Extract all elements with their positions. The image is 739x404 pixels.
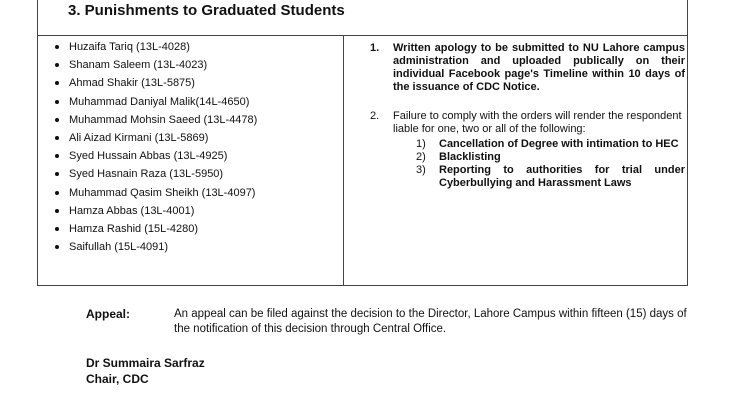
list-item <box>52 93 257 111</box>
signatory-name: Dr Summaira Sarfraz <box>86 356 205 370</box>
student-list <box>52 38 257 256</box>
list-item <box>52 129 257 147</box>
student-name: Muhammad Qasim Sheikh (13L-4097) <box>69 186 256 199</box>
bullet-icon <box>55 209 59 213</box>
punishment-table <box>37 0 688 286</box>
sub-number: 3) <box>416 164 426 176</box>
student-name: Hamza Abbas (13L-4001) <box>69 204 195 217</box>
student-name: Syed Hussain Abbas (13L-4925) <box>69 150 228 163</box>
signature-block <box>86 355 205 387</box>
list-item <box>52 165 257 183</box>
list-item <box>52 111 257 129</box>
student-name: Saifullah (15L-4091) <box>69 241 169 254</box>
list-item <box>52 147 257 165</box>
bullet-icon <box>55 81 59 85</box>
order-text: Failure to comply with the orders will render the respondent liable for one, two or all of the following: <box>393 110 682 135</box>
list-item <box>52 238 257 256</box>
list-item <box>52 184 257 202</box>
list-item <box>52 220 257 238</box>
bullet-icon <box>55 154 59 158</box>
section-title: 3. Punishments to Graduated Students <box>68 2 345 19</box>
student-name: Shanam Saleem (13L-4023) <box>69 59 208 72</box>
bullet-icon <box>55 227 59 231</box>
consequence-list <box>393 138 685 190</box>
table-header <box>38 0 687 36</box>
student-name: Syed Hasnain Raza (13L-5950) <box>69 168 224 181</box>
appeal-text: An appeal can be filed against the decision to the Director, Lahore Campus within fifteen (15) days of the notification of this decision through Central Office. <box>174 308 687 335</box>
list-item <box>52 56 257 74</box>
bullet-icon <box>55 100 59 104</box>
student-name: Huzaifa Tariq (13L-4028) <box>69 41 190 53</box>
student-name: Muhammad Mohsin Saeed (13L-4478) <box>69 113 258 126</box>
consequence-item <box>416 151 685 164</box>
order-number: 1. <box>370 42 380 54</box>
sub-text: Blacklisting <box>439 151 501 163</box>
bullet-icon <box>55 45 59 49</box>
list-item <box>52 38 257 56</box>
list-item <box>52 202 257 220</box>
bullet-icon <box>55 63 59 67</box>
order-item-1 <box>360 42 685 94</box>
column-divider <box>343 36 344 285</box>
order-item-2 <box>360 110 685 190</box>
sub-number: 1) <box>416 138 426 150</box>
bullet-icon <box>55 245 59 249</box>
sub-text: Reporting to authorities for trial under Cyberbullying and Harassment Laws <box>439 164 685 189</box>
sub-text: Cancellation of Degree with intimation to HEC <box>439 138 679 150</box>
consequence-item <box>416 164 685 190</box>
bullet-icon <box>55 136 59 140</box>
student-name: Ahmad Shakir (13L-5875) <box>69 77 195 90</box>
order-number: 2. <box>370 110 380 122</box>
order-text: Written apology to be submitted to NU Lahore campus administration and uploaded publically on their individual Facebook page's Timeline within 10 days of the issuance of CDC Notice. <box>393 42 685 93</box>
student-name: Hamza Rashid (15L-4280) <box>69 223 199 236</box>
appeal-label: Appeal: <box>86 307 131 321</box>
student-name: Ali Aizad Kirmani (13L-5869) <box>69 132 209 145</box>
orders-column <box>360 42 685 190</box>
signatory-title: Chair, CDC <box>86 372 149 386</box>
bullet-icon <box>55 191 59 195</box>
sub-number: 2) <box>416 151 426 163</box>
bullet-icon <box>55 118 59 122</box>
student-name: Muhammad Daniyal Malik(14L-4650) <box>69 95 250 108</box>
list-item <box>52 74 257 92</box>
bullet-icon <box>55 172 59 176</box>
consequence-item <box>416 138 685 151</box>
